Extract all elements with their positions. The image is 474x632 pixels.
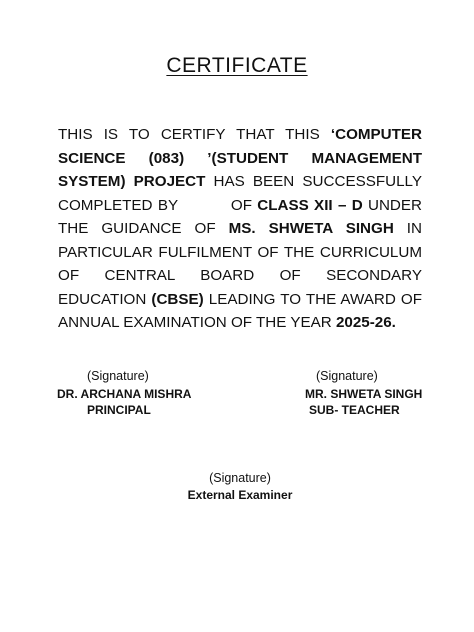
principal-name: DR. ARCHANA MISHRA [57, 387, 192, 401]
body-text-part-2: HAS BEEN SUCCESSFULLY COMPLETED BY OF [58, 173, 427, 214]
board-abbreviation: (CBSE) [151, 290, 204, 308]
teacher-name: MR. SHWETA SINGH [305, 387, 423, 401]
class-name: CLASS XII – D [257, 196, 363, 214]
teacher-role: SUB- TEACHER [309, 403, 400, 417]
certificate-title: CERTIFICATE [166, 54, 308, 77]
body-text-part-4: IN PARTICULAR FULFILMENT OF THE CURRICULUM OF CENTRAL BOARD OF SECONDARY EDUCATION [58, 220, 422, 308]
examiner-signature-label: (Signature) [209, 471, 271, 485]
academic-year: 2025-26. [335, 314, 396, 331]
principal-signature-label: (Signature) [87, 369, 149, 383]
teacher-signature-label: (Signature) [316, 369, 378, 383]
project-name: ‘COMPUTER SCIENCE (083) ’(STUDENT MANAGEMENT SYSTEM) PROJECT [58, 126, 422, 190]
body-text-part-3: UNDER THE GUIDANCE OF [58, 196, 422, 237]
principal-role: PRINCIPAL [87, 403, 151, 417]
examiner-role: External Examiner [187, 488, 293, 502]
body-text-part-5: LEADING TO THE AWARD OF ANNUAL EXAMINATION OF THE YEAR [58, 290, 422, 331]
body-text-part-1: THIS IS TO CERTIFY THAT THIS [58, 126, 331, 143]
certificate-body [58, 123, 427, 335]
guide-name: MS. SHWETA SINGH [228, 220, 394, 237]
